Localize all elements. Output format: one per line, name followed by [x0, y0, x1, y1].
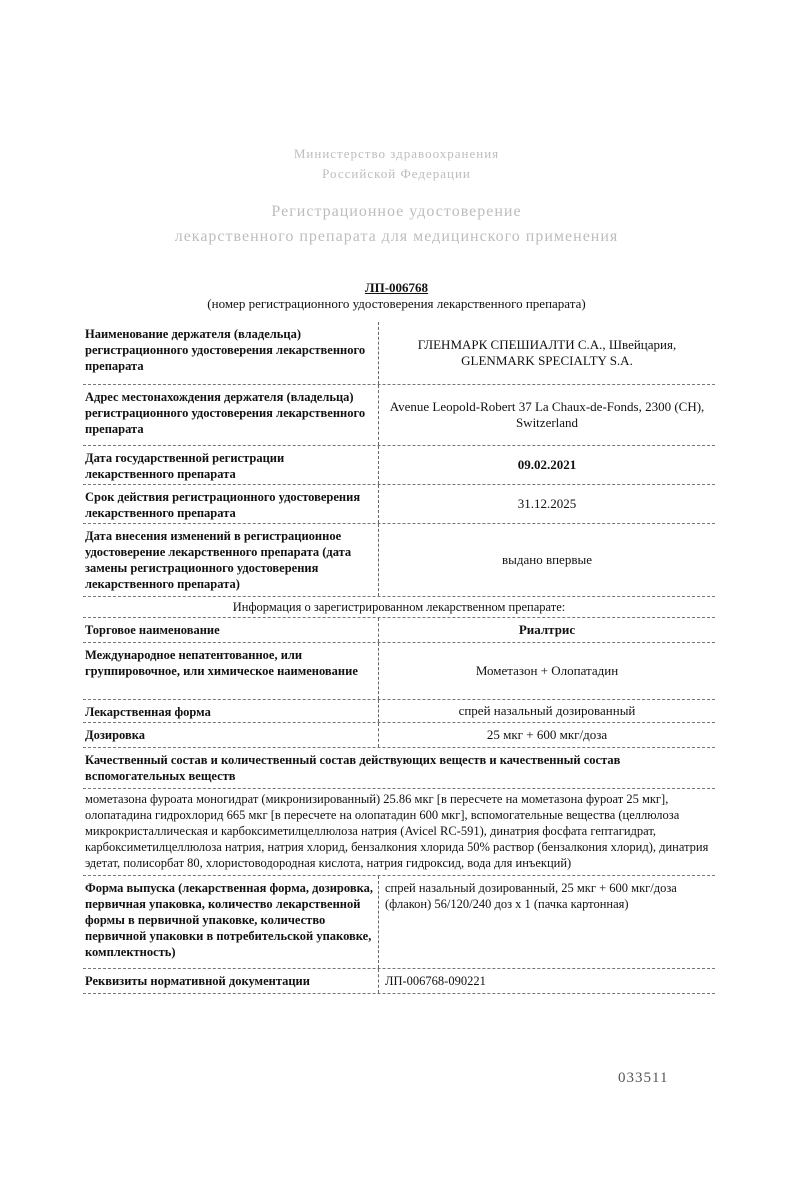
- row-label: Торговое наименование: [83, 618, 379, 642]
- registration-number: ЛП-006768: [364, 280, 429, 295]
- composition-heading: Качественный состав и количественный состав действующих веществ и качественный состав вспомогательных веществ: [83, 748, 715, 789]
- row-label: Дозировка: [83, 723, 379, 747]
- ministry-line-1: Министерство здравоохранения: [293, 146, 500, 161]
- registration-number-caption: (номер регистрационного удостоверения лекарственного препарата): [207, 296, 586, 311]
- row-label: Международное непатентованное, или группировочное, или химическое наименование: [83, 643, 379, 699]
- table-row-registration-date: [83, 446, 715, 485]
- row-value: Мометазон + Олопатадин: [475, 663, 619, 678]
- row-value: выдано впервые: [502, 552, 592, 567]
- drug-info-heading: Информация о зарегистрированном лекарственном препарате:: [83, 597, 715, 618]
- composition-text: мометазона фуроата моногидрат (микронизированный) 25.86 мкг [в пересчете на мометазона фуроат 25 мкг], олопатадина гидрохлорид 665 мкг [в пересчете на олопатадин 600 мкг], вспомогательные вещества (целлюлоза микрокристаллическая и карбоксиметилцеллюлоза натрия (Avicel RC-591), динатрия фосфата гептагидрат, карбоксиметилцеллюлоза натрия, натрия хлорид, бензалкония хлорида 50% раствор (бензалкония хлорид), динатрия эдетат, полисорбат 80, хлористоводородная кислота, натрия гидроксид, вода для инъекций): [83, 789, 715, 876]
- table-row-release-form: [83, 876, 715, 969]
- row-label: Лекарственная форма: [83, 700, 379, 722]
- row-value: ГЛЕНМАРК СПЕШИАЛТИ С.А., Швейцария, GLENMARK SPECIALTY S.A.: [417, 337, 677, 368]
- table-row-holder-address: [83, 385, 715, 446]
- row-label: Дата внесения изменений в регистрационное удостоверение лекарственного препарата (дата замены регистрационного удостоверения лекарственного препарата): [83, 524, 379, 596]
- row-value: ЛП-006768-090221: [385, 974, 486, 988]
- row-label: Наименование держателя (владельца) регистрационного удостоверения лекарственного препарата: [83, 322, 379, 384]
- row-label: Дата государственной регистрации лекарственного препарата: [83, 446, 379, 484]
- table-row-holder-name: [83, 322, 715, 385]
- row-value: Риалтрис: [518, 622, 576, 637]
- table-row-trade-name: [83, 618, 715, 643]
- row-label: Адрес местонахождения держателя (владельца) регистрационного удостоверения лекарственного препарата: [83, 385, 379, 445]
- ministry-line-2: Российской Федерации: [322, 166, 471, 181]
- document-title-line-2: лекарственного препарата для медицинского применения: [174, 228, 619, 245]
- table-row-validity: [83, 485, 715, 524]
- document-title-line-1: Регистрационное удостоверение: [271, 203, 522, 220]
- row-value: спрей назальный дозированный: [458, 703, 636, 718]
- row-value: 09.02.2021: [517, 457, 577, 472]
- table-row-dosage-form: [83, 700, 715, 723]
- row-label: Срок действия регистрационного удостоверения лекарственного препарата: [83, 485, 379, 523]
- row-value: спрей назальный дозированный, 25 мкг + 600 мкг/доза (флакон) 56/120/240 доз x 1 (пачка картонная): [385, 881, 677, 911]
- serial-stamp: 033511: [618, 1070, 669, 1086]
- registration-table: [83, 322, 715, 994]
- table-row-changes-date: [83, 524, 715, 597]
- row-value: 25 мкг + 600 мкг/доза: [486, 727, 608, 742]
- table-row-inn: [83, 643, 715, 700]
- row-label: Форма выпуска (лекарственная форма, дозировка, первичная упаковка, количество лекарственной формы в первичной упаковке, количество первичной упаковки в потребительской упаковке, комплектность): [83, 876, 379, 968]
- row-label: Реквизиты нормативной документации: [83, 969, 379, 993]
- row-value: 31.12.2025: [517, 496, 577, 511]
- table-row-normative-docs: [83, 969, 715, 994]
- row-value: Avenue Leopold-Robert 37 La Chaux-de-Fonds, 2300 (CH), Switzerland: [389, 399, 705, 430]
- table-row-dosage: [83, 723, 715, 748]
